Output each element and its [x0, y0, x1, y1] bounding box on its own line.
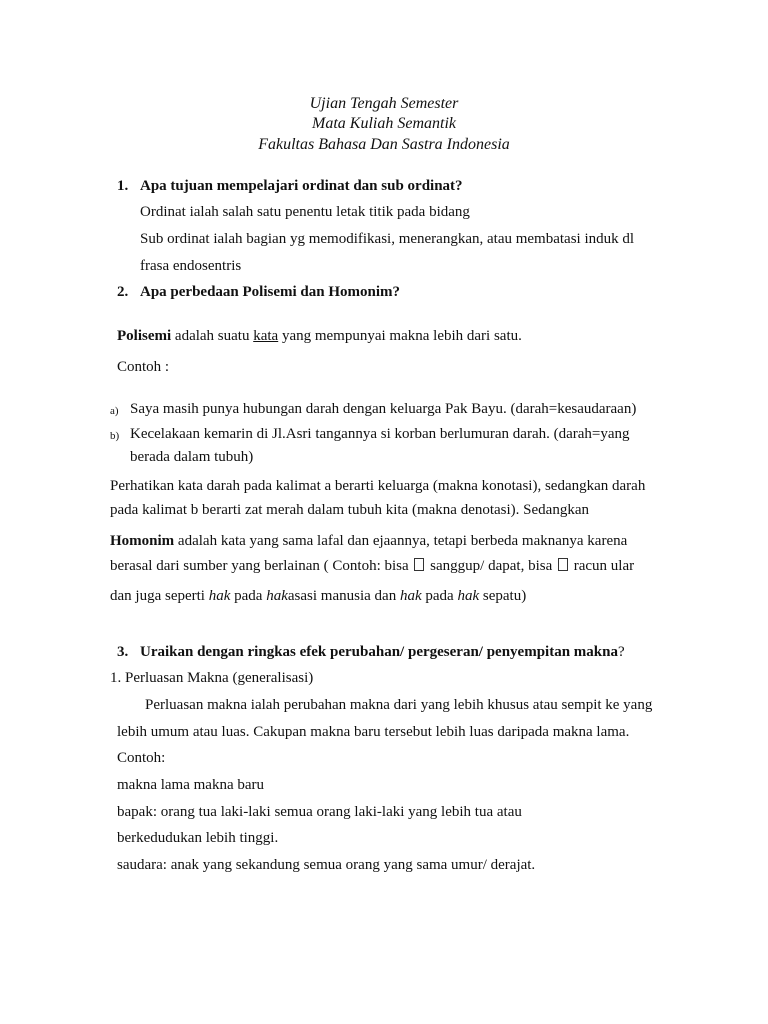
hak-part: asasi manusia dan: [287, 588, 397, 604]
homonim-example-line: [110, 557, 634, 575]
missing-glyph-icon: [414, 558, 424, 571]
meaning-table-header: makna lama makna baru: [117, 777, 265, 793]
q3-question-mark: ?: [617, 644, 625, 660]
meaning-example: bapak: orang tua laki-laki semua orang laki-laki yang lebih tua atau: [117, 804, 522, 820]
hak-italic: hak: [399, 588, 422, 604]
homonim-example-part: racun ular: [573, 558, 635, 574]
hak-italic: hak: [457, 588, 480, 604]
polisemi-definition: [117, 327, 522, 345]
course-title: Mata Kuliah Semantik: [312, 115, 456, 132]
hak-italic: hak: [266, 588, 288, 604]
q1-question: Apa tujuan mempelajari ordinat dan sub ordinat?: [140, 178, 463, 194]
example-text: Saya masih punya hubungan darah dengan keluarga Pak Bayu. (darah=kesaudaraan): [130, 401, 637, 417]
polisemi-def-part: yang mempunyai makna lebih dari satu.: [281, 328, 522, 344]
meaning-example: saudara: anak yang sekandung semua orang yang sama umur/ derajat.: [117, 857, 536, 873]
subsection-title: 1. Perluasan Makna (generalisasi): [110, 670, 314, 686]
exam-title: Ujian Tengah Semester: [309, 95, 459, 112]
contoh-label: Contoh :: [117, 359, 170, 375]
homonim-def-part: adalah kata yang sama lafal dan ejaannya, tetapi berbeda maknanya karena: [177, 533, 628, 549]
contoh-label: Contoh:: [117, 750, 166, 766]
hak-part: dan juga seperti: [110, 588, 205, 604]
q3-question: Uraikan dengan ringkas efek perubahan/ pergeseran/ penyempitan makna: [140, 644, 618, 660]
example-marker: a): [110, 405, 119, 417]
hak-part: pada: [425, 588, 454, 604]
q1-number: 1.: [117, 178, 129, 194]
paragraph-line: lebih umum atau luas. Cakupan makna baru tersebut lebih luas daripada makna lama.: [117, 724, 630, 740]
q3-question-line: [140, 643, 625, 661]
q2-number: 2.: [117, 284, 129, 300]
homonim-term: Homonim: [110, 533, 175, 549]
hak-part: sepatu): [482, 588, 527, 604]
hak-part: pada: [234, 588, 263, 604]
example-text-continued: berada dalam tubuh): [130, 449, 254, 465]
meaning-example-continued: berkedudukan lebih tinggi.: [117, 830, 279, 846]
q2-question: Apa perbedaan Polisemi dan Homonim?: [140, 284, 401, 300]
hak-italic: hak: [208, 588, 231, 604]
example-marker: b): [110, 430, 120, 442]
paragraph-line: Perluasan makna ialah perubahan makna dari yang lebih khusus atau sempit ke yang: [145, 697, 653, 713]
faculty-title: Fakultas Bahasa Dan Sastra Indonesia: [258, 136, 510, 153]
hak-example-line: [110, 587, 526, 605]
q1-answer-line: Ordinat ialah salah satu penentu letak titik pada bidang: [140, 204, 470, 220]
explanation-line: Perhatikan kata darah pada kalimat a berarti keluarga (makna konotasi), sedangkan darah: [110, 478, 646, 494]
kata-link: kata: [253, 328, 279, 344]
explanation-line: pada kalimat b berarti zat merah dalam tubuh kita (makna denotasi). Sedangkan: [110, 502, 589, 518]
polisemi-def-part: adalah suatu: [174, 328, 250, 344]
missing-glyph-icon: [558, 558, 568, 571]
homonim-example-part: berasal dari sumber yang berlainan ( Contoh: bisa: [110, 558, 409, 574]
homonim-example-part: sanggup/ dapat, bisa: [430, 558, 553, 574]
polisemi-term: Polisemi: [117, 328, 172, 344]
q3-number: 3.: [117, 644, 129, 660]
example-text: Kecelakaan kemarin di Jl.Asri tangannya si korban berlumuran darah. (darah=yang: [130, 426, 630, 442]
q1-answer-line: frasa endosentris: [140, 258, 242, 274]
homonim-definition: [110, 532, 627, 550]
q1-answer-line: Sub ordinat ialah bagian yg memodifikasi, menerangkan, atau membatasi induk dl: [140, 231, 635, 247]
